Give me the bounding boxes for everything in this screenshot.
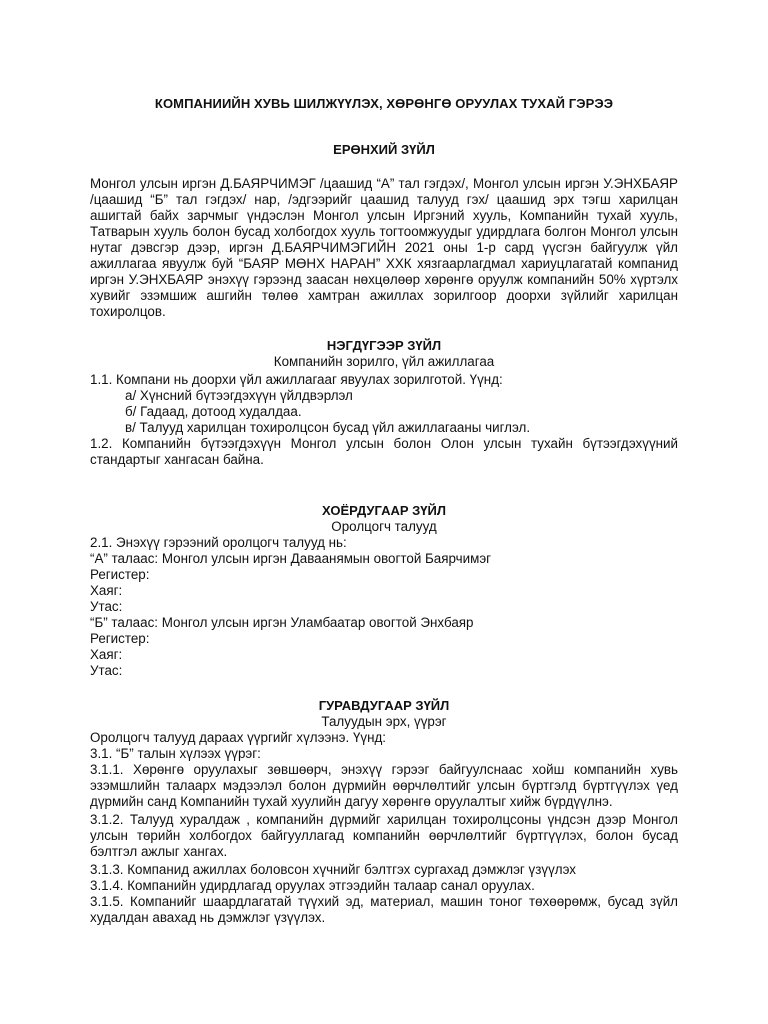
clause-3-1-3: 3.1.3. Компанид ажиллах боловсон хүчнийг бэлтгэх сургахад дэмжлэг үзүүлэх	[90, 862, 576, 877]
party-a-register: Регистер:	[90, 567, 150, 582]
party-a-phone: Утас:	[90, 599, 123, 614]
clause-3-1-2: 3.1.2. Талууд хуралдаж , компанийн дүрмийг харилцан тохиролцсоны үндсэн дээр Монгол улсын төрийн холбогдох байгууллагад компанийн өөрчлөлтийг бүртгүүлэх, болон бусад бэлтгэл ажлыг хангах.	[90, 812, 678, 859]
section1-heading: НЭГДҮГЭЭР ЗҮЙЛ	[326, 338, 442, 353]
section2-subtitle: Оролцогч талууд	[331, 519, 437, 534]
section3-subtitle: Талуудын эрх, үүрэг	[321, 714, 447, 729]
party-b-phone: Утас:	[90, 663, 123, 678]
party-b-register: Регистер:	[90, 631, 150, 646]
clause-1-1-a: а/ Хүнсний бүтээгдэхүүн үйлдвэрлэл	[125, 388, 353, 403]
party-b-address: Хаяг:	[90, 647, 123, 662]
clause-1-1-b: б/ Гадаад, дотоод худалдаа.	[125, 404, 302, 419]
party-a-address: Хаяг:	[90, 583, 123, 598]
section3-intro: Оролцогч талууд дараах үүргийг хүлээнэ. Үүнд:	[90, 730, 387, 745]
document-title: КОМПАНИИЙН ХУВЬ ШИЛЖҮҮЛЭХ, ХӨРӨНГӨ ОРУУЛАХ ТУХАЙ ГЭРЭЭ	[154, 96, 614, 111]
clause-1-1-c: в/ Талууд харилцан тохиролцсон бусад үйл ажиллагааны чиглэл.	[125, 420, 531, 435]
section2-heading: ХОЁРДУГААР ЗҮЙЛ	[322, 503, 446, 518]
general-heading: ЕРӨНХИЙ ЗҮЙЛ	[333, 142, 435, 157]
clause-3-1-5: 3.1.5. Компанийг шаардлагатай түүхий эд, материал, машин тоног төхөөрөмж, бусад зүйл худалдан авахад нь дэмжлэг үзүүлэх.	[90, 894, 678, 925]
clause-3-1: 3.1. “Б” талын хүлээх үүрэг:	[90, 746, 261, 761]
clause-1-2: 1.2. Компанийн бүтээгдэхүүн Монгол улсын болон Олон улсын тухайн бүтээгдэхүүний стандартыг хангасан байна.	[90, 436, 678, 467]
party-b: “Б” талаас: Монгол улсын иргэн Уламбаатар овогтой Энхбаяр	[90, 615, 474, 630]
clause-2-1: 2.1. Энэхүү гэрээний оролцогч талууд нь:	[90, 535, 347, 550]
clause-3-1-4: 3.1.4. Компанийн удирдлагад оруулах этгээдийн талаар санал оруулах.	[90, 878, 535, 893]
clause-3-1-1: 3.1.1. Хөрөнгө оруулахыг зөвшөөрч, энэхүү гэрээг байгуулснаас хойш компанийн хувь эзэмшлийн талаарх мэдээлэл болон дүрмийн өөрчлөлтийг улсын бүртгэлд бүртгүүлэх үед дүрмийн санд Компанийн тухай хуулийн дагуу хөрөнгө оруулалтыг хийж бүрдүүлнэ.	[90, 762, 678, 809]
clause-1-1: 1.1. Компани нь доорхи үйл ажиллагааг явуулах зорилготой. Үүнд:	[90, 372, 503, 387]
section1-subtitle: Компанийн зорилго, үйл ажиллагаа	[273, 354, 495, 369]
party-a: “А” талаас: Монгол улсын иргэн Даваанямын овогтой Баярчимэг	[90, 551, 492, 566]
general-paragraph: Монгол улсын иргэн Д.БАЯРЧИМЭГ /цаашид “А” тал гэгдэх/, Монгол улсын иргэн У.ЭНХБАЯР /цаашид “Б” тал гэгдэх/ нар, /эдгээрийг цаашид талууд гэх/ цаашид эрх тэгш харилцан ашигтай байх зарчмыг үндэслэн Монгол улсын Иргэний хууль, Компанийн тухай хууль, Татварын хууль болон бусад холбогдох хууль тогтоомжуудыг удирдлага болгон Монгол улсын нутаг дэвсгэр дээр, иргэн Д.БАЯРЧИМЭГИЙН 2021 оны 1-р сард үүсгэн байгуулж үйл ажиллагаа явуулж буй “БАЯР МӨНХ НАРАН” ХХК хязгаарлагдмал хариуцлагатай компанид иргэн У.ЭНХБАЯР энэхүү гэрээнд заасан нөхцөлөөр хөрөнгө оруулж компанийн 50% хүртэлх хувийг эзэмшиж ашгийн төлөө хамтран ажиллах зорилгоор доорхи зүйлийг харилцан тохиролцов.	[90, 176, 678, 319]
section3-heading: ГУРАВДУГААР ЗҮЙЛ	[318, 698, 450, 713]
